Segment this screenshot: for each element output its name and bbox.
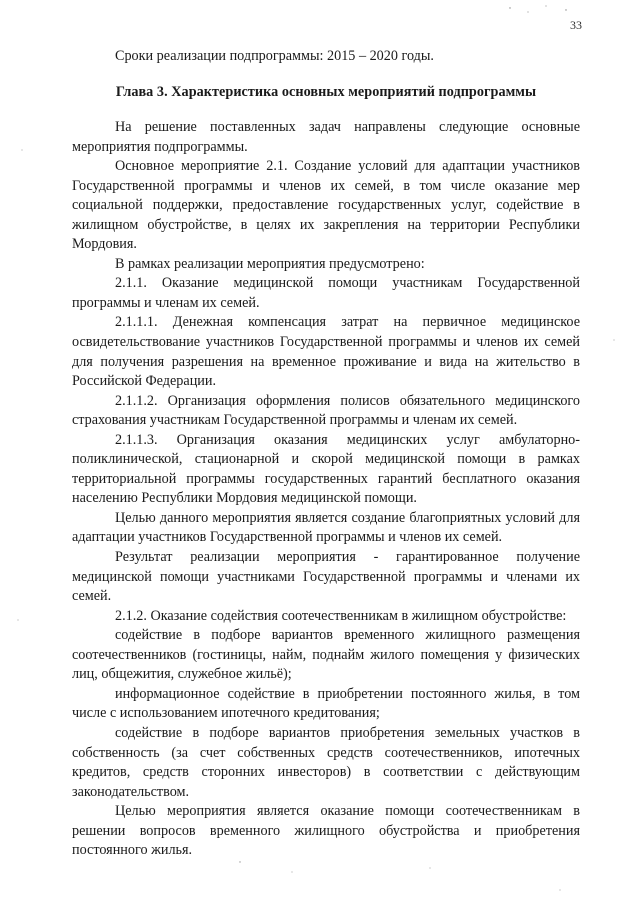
paragraph: содействие в подборе вариантов приобретения земельных участков в собственность (за счет собственных средств соотечественников, ипотечных кредитов, средств сторонних инвесторов) в соответствии с действующим законодательством. [72, 724, 580, 800]
implementation-period: Сроки реализации подпрограммы: 2015 – 2020 годы. [115, 48, 434, 64]
document-body [72, 118, 580, 861]
chapter-title: Глава 3. Характеристика основных мероприятий подпрограммы [115, 84, 537, 100]
paragraph: Целью данного мероприятия является создание благоприятных условий для адаптации участников Государственной программы и членов их семей. [72, 509, 580, 546]
paragraph: 2.1.1. Оказание медицинской помощи участникам Государственной программы и членам их семей. [72, 275, 580, 311]
paragraph: содействие в подборе вариантов временного жилищного размещения соотечественников (гостиницы, найм, поднайм жилого помещения у физических лиц, общежития, служебное жильё); [72, 627, 580, 683]
paragraph: информационное содействие в приобретении постоянного жилья, в том числе с использованием ипотечного кредитования; [72, 685, 580, 722]
paragraph: 2.1.1.3. Организация оказания медицинских услуг амбулаторно-поликлинической, стационарной и скорой медицинской помощи в рамках территориальной программы государственных гарантий бесплатного оказания населению Республики Мордовия медицинской помощи. [72, 431, 580, 507]
paragraph: В рамках реализации мероприятия предусмотрено: [115, 255, 425, 272]
paragraph: Целью мероприятия является оказание помощи соотечественникам в решении вопросов временного жилищного обустройства и приобретения постоянного жилья. [72, 803, 580, 859]
paragraph: На решение поставленных задач направлены следующие основные мероприятия подпрограммы. [72, 119, 580, 155]
paragraph: 2.1.2. Оказание содействия соотечественникам в жилищном обустройстве: [115, 607, 567, 624]
paragraph: Основное мероприятие 2.1. Создание условий для адаптации участников Государственной программы и членов их семей, в том числе оказание мер социальной поддержки, предоставление государственных услуг, содействие в жилищном обустройстве, в целях их закрепления на территории Республики Мордовия. [72, 158, 580, 253]
page-number: 33 [570, 18, 582, 32]
paragraph: 2.1.1.2. Организация оформления полисов обязательного медицинского страхования участникам Государственной программы и членам их семей. [72, 392, 580, 429]
paragraph: Результат реализации мероприятия - гарантированное получение медицинской помощи участниками Государственной программы и членами их семей. [72, 549, 580, 605]
paragraph: 2.1.1.1. Денежная компенсация затрат на первичное медицинское освидетельствование участников Государственной программы и членов их семей для получения разрешения на временное проживание и вида на жительство в Российской Федерации. [72, 314, 580, 390]
